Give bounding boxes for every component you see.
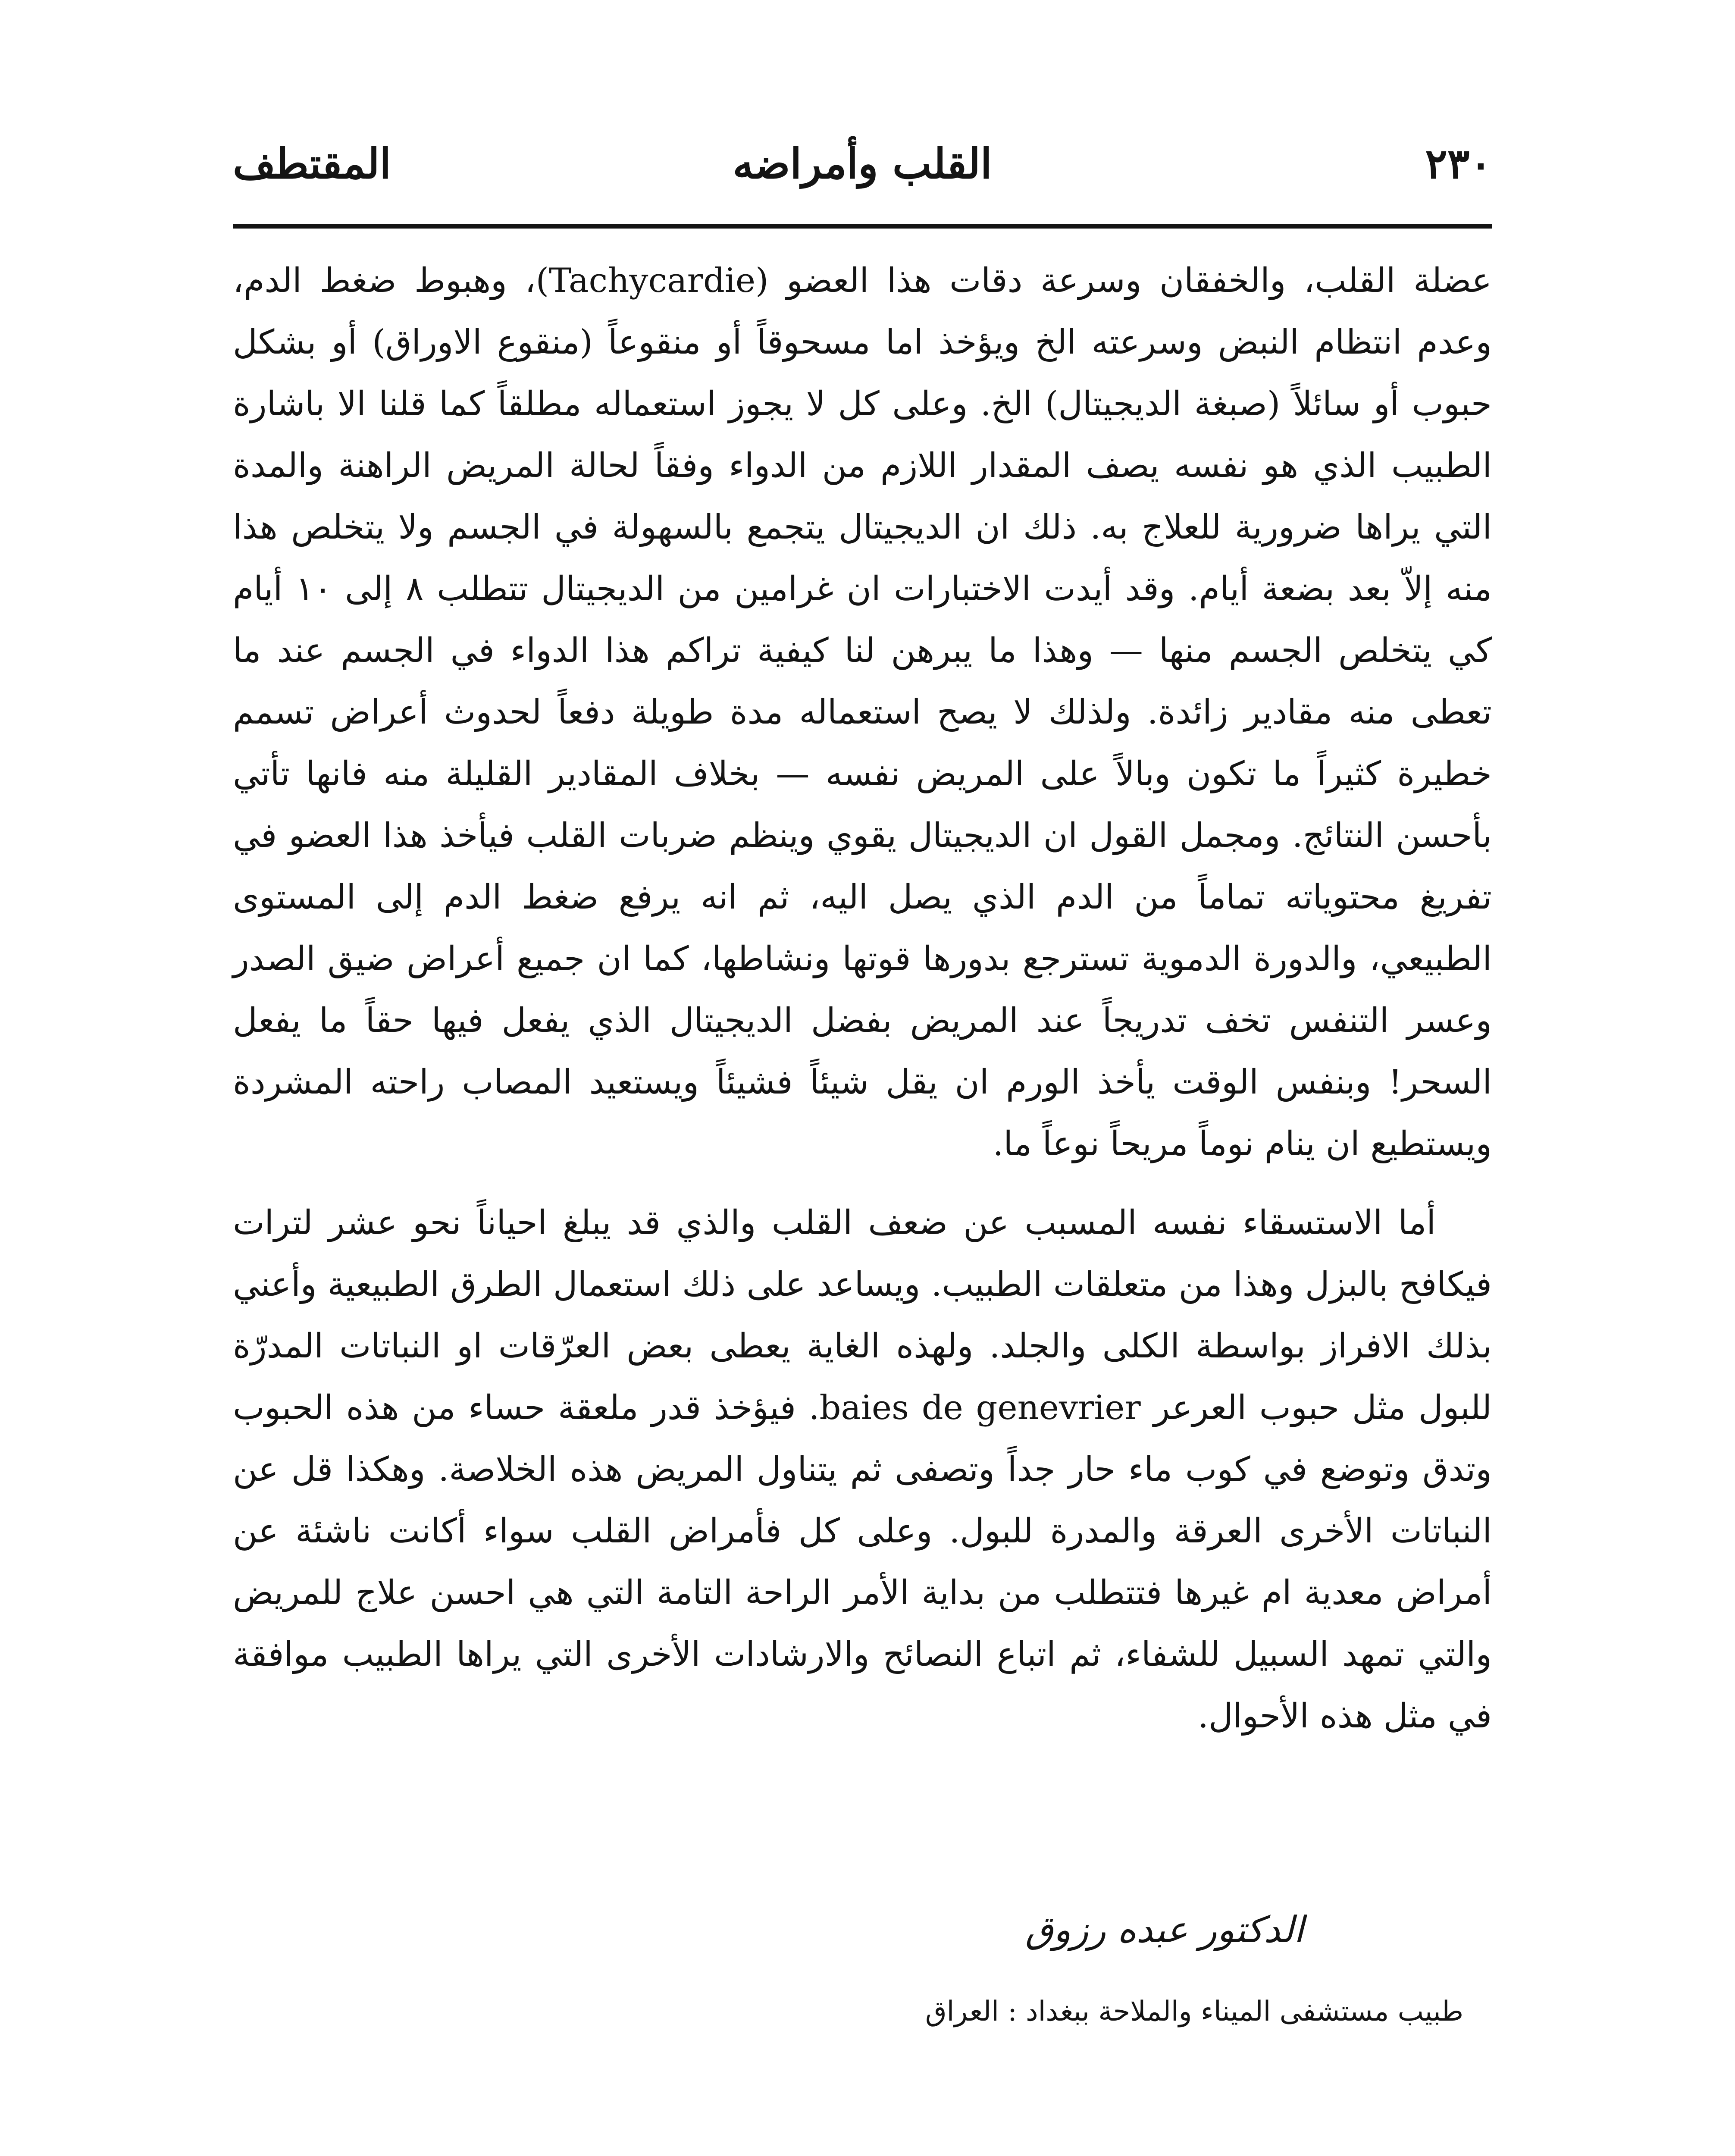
author-affiliation: طبيب مستشفى الميناء والملاحة ببغداد : العراق — [925, 1996, 1463, 2028]
paragraph-1-text-b: )، وهبوط ضغط الدم، وعدم انتظام النبض وسرعته الخ ويؤخذ اما مسحوقاً أو منقوعاً (منقوع الاوراق) أو بشكل حبوب أو سائلاً (صبغة الديجيتال) الخ. وعلى كل لا يجوز استعماله مطلقاً كما قلنا الا باشارة الطبيب الذي هو نفسه يصف المقدار اللازم من الدواء وفقاً لحالة المريض الراهنة والمدة التي يراها ضرورية للعلاج به. ذلك ان الديجيتال يتجمع بالسهولة في الجسم ولا يتخلص هذا منه إلاّ بعد بضعة أيام. وقد أيدت الاختبارات ان غرامين من الديجيتال تتطلب ٨ إلى ١٠ أيام كي يتخلص الجسم منها — وهذا ما يبرهن لنا كيفية تراكم هذا الدواء في الجسم عند ما تعطى منه مقادير زائدة. ولذلك لا يصح استعماله مدة طويلة دفعاً لحدوث أعراض تسمم خطيرة كثيراً ما تكون وبالاً على المريض نفسه — بخلاف المقادير القليلة منه فانها تأتي بأحسن النتائج. ومجمل القول ان الديجيتال يقوي وينظم ضربات القلب فيأخذ هذا العضو في تفريغ محتوياته تماماً من الدم الذي يصل اليه، ثم انه يرفع ضغط الدم إلى المستوى الطبيعي، والدورة الدموية تسترجع بدورها قوتها ونشاطها، كما ان جميع أعراض ضيق الصدر وعسر التنفس تخف تدريجاً عند المريض بفضل الديجيتال الذي يفعل فيها حقاً ما يفعل السحر! وبنفس الوقت يأخذ الورم ان يقل شيئاً فشيئاً ويستعيد المصاب راحته المشردة ويستطيع ان ينام نوماً مريحاً نوعاً ما. — [233, 261, 1492, 1163]
paragraph-2-text-a: أما الاستسقاء نفسه المسبب عن ضعف القلب والذي قد يبلغ احياناً نحو عشر لترات فيكافح بالبزل وهذا من متعلقات الطبيب. ويساعد على ذلك استعمال الطرق الطبيعية وأعني بذلك الافراز بواسطة الكلى والجلد. ولهذه الغاية يعطى بعض العرّقات او النباتات المدرّة للبول مثل حبوب العرعر — [233, 1203, 1492, 1427]
running-title: القلب وأمراضه — [733, 139, 992, 188]
article-body — [233, 250, 1492, 1747]
journal-name: المقتطف — [233, 139, 391, 188]
paragraph-2-text-b: . فيؤخذ قدر ملعقة حساء من هذه الحبوب وتدق وتوضع في كوب ماء حار جداً وتصفى ثم يتناول المريض هذه الخلاصة. وهكذا قل عن النباتات الأخرى العرقة والمدرة للبول. وعلى كل فأمراض القلب سواء أكانت ناشئة عن أمراض معدية ام غيرها فتتطلب من بداية الأمر الراحة التامة التي هي احسن علاج للمريض والتي تمهد السبيل للشفاء، ثم اتباع النصائح والارشادات الأخرى التي يراها الطبيب موافقة في مثل هذه الأحوال. — [233, 1388, 1492, 1736]
paragraph-1-text-a: عضلة القلب، والخفقان وسرعة دقات هذا العضو ( — [755, 261, 1492, 300]
paragraph-1 — [233, 250, 1492, 1175]
page-header — [233, 138, 1492, 207]
header-rule — [233, 224, 1492, 229]
latin-term-tachycardie: Tachycardie — [549, 261, 755, 300]
paragraph-2 — [233, 1192, 1492, 1747]
latin-term-genevrier: baies de genevrier — [819, 1388, 1141, 1427]
page-number: ٢٣٠ — [1425, 139, 1492, 188]
author-signature: الدكتور عبده رزوق — [1025, 1908, 1304, 1951]
